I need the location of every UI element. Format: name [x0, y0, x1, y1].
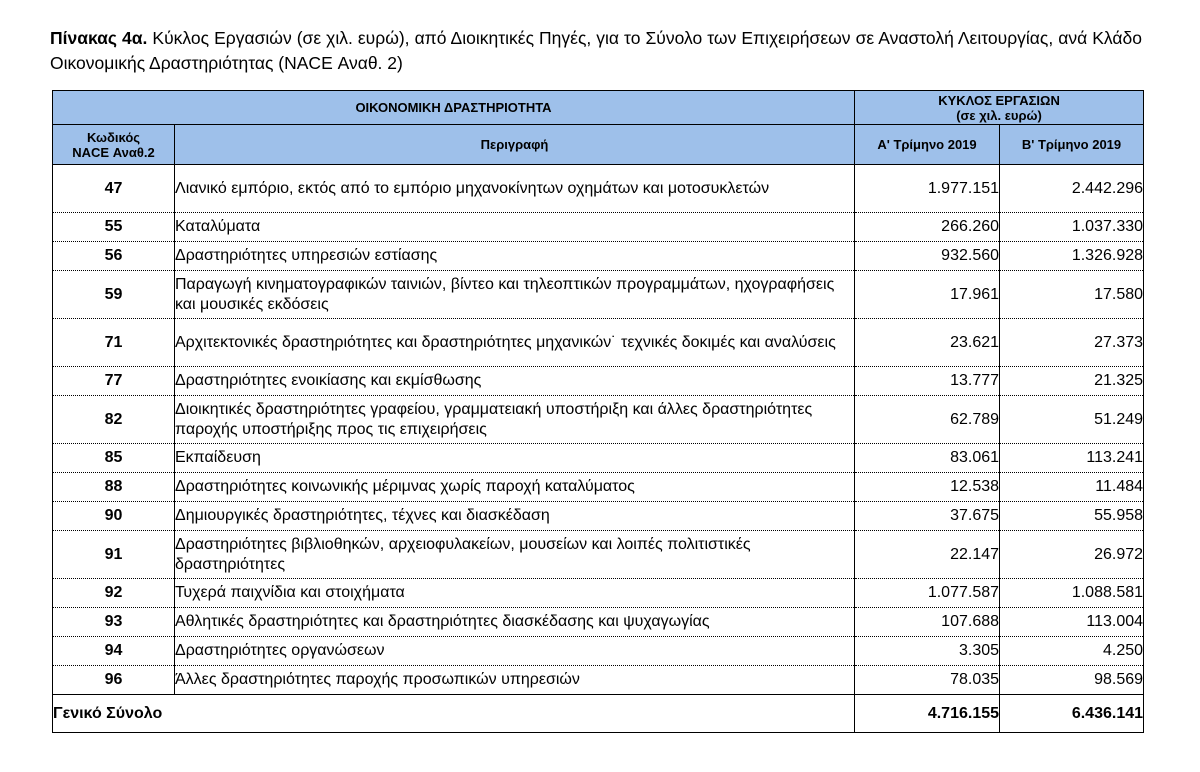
table-row [53, 213, 1144, 242]
total-q1: 4.716.155 [855, 695, 1000, 733]
nace-code: 71 [53, 319, 175, 367]
turnover-q2: 51.249 [1000, 396, 1144, 444]
turnover-q2: 27.373 [1000, 319, 1144, 367]
header-nace-code-line1: Κωδικός [86, 129, 141, 145]
activity-description: Δραστηριότητες οργανώσεων [175, 637, 855, 666]
nace-code: 85 [53, 444, 175, 473]
turnover-q1: 37.675 [855, 502, 1000, 531]
nace-code: 93 [53, 608, 175, 637]
turnover-q1: 107.688 [855, 608, 1000, 637]
turnover-q2: 1.088.581 [1000, 579, 1144, 608]
turnover-q1: 22.147 [855, 531, 1000, 579]
nace-code: 96 [53, 666, 175, 695]
header-economic-activity: ΟΙΚΟΝΟΜΙΚΗ ΔΡΑΣΤΗΡΙΟΤΗΤΑ [53, 91, 855, 125]
table-row [53, 666, 1144, 695]
turnover-q1: 78.035 [855, 666, 1000, 695]
caption-text: Κύκλος Εργασιών (σε χιλ. ευρώ), από Διοικητικές Πηγές, για το Σύνολο των Επιχειρήσεων σε Αναστολή Λειτουργίας, ανά Κλάδο Οικονομικής Δραστηριότητας (NACE Αναθ. 2) [50, 28, 1142, 73]
turnover-q1: 1.977.151 [855, 165, 1000, 213]
nace-code: 55 [53, 213, 175, 242]
activity-description: Αρχιτεκτονικές δραστηριότητες και δραστηριότητες μηχανικών˙ τεχνικές δοκιμές και αναλύσεις [175, 319, 855, 367]
header-q2-2019: Β' Τρίμηνο 2019 [1000, 125, 1144, 165]
turnover-q2: 21.325 [1000, 367, 1144, 396]
table-row [53, 579, 1144, 608]
table-row [53, 473, 1144, 502]
turnover-q1: 62.789 [855, 396, 1000, 444]
turnover-q1: 932.560 [855, 242, 1000, 271]
nace-code: 90 [53, 502, 175, 531]
nace-code: 88 [53, 473, 175, 502]
table-row [53, 637, 1144, 666]
total-q2: 6.436.141 [1000, 695, 1144, 733]
turnover-q1: 17.961 [855, 271, 1000, 319]
turnover-q2: 26.972 [1000, 531, 1144, 579]
nace-code: 47 [53, 165, 175, 213]
table-row [53, 531, 1144, 579]
activity-description: Λιανικό εμπόριο, εκτός από το εμπόριο μηχανοκίνητων οχημάτων και μοτοσυκλετών [175, 165, 855, 213]
activity-description: Αθλητικές δραστηριότητες και δραστηριότητες διασκέδασης και ψυχαγωγίας [175, 608, 855, 637]
turnover-q1: 83.061 [855, 444, 1000, 473]
table-row [53, 367, 1144, 396]
activity-description: Τυχερά παιχνίδια και στοιχήματα [175, 579, 855, 608]
activity-description: Δραστηριότητες βιβλιοθηκών, αρχειοφυλακείων, μουσείων και λοιπές πολιτιστικές δραστηριότητες [175, 531, 855, 579]
table-row [53, 608, 1144, 637]
nace-code: 82 [53, 396, 175, 444]
table-row [53, 396, 1144, 444]
nace-code: 92 [53, 579, 175, 608]
nace-code: 59 [53, 271, 175, 319]
turnover-q2: 113.004 [1000, 608, 1144, 637]
header-nace-code [53, 125, 175, 165]
activity-description: Παραγωγή κινηματογραφικών ταινιών, βίντεο και τηλεοπτικών προγραμμάτων, ηχογραφήσεις και μουσικές εκδόσεις [175, 271, 855, 319]
table-row [53, 502, 1144, 531]
nace-code: 77 [53, 367, 175, 396]
activity-description: Δραστηριότητες κοινωνικής μέριμνας χωρίς παροχή καταλύματος [175, 473, 855, 502]
nace-code: 56 [53, 242, 175, 271]
header-description: Περιγραφή [175, 125, 855, 165]
turnover-q1: 12.538 [855, 473, 1000, 502]
table-row [53, 444, 1144, 473]
turnover-q1: 266.260 [855, 213, 1000, 242]
caption-label: Πίνακας 4α. [50, 28, 148, 48]
header-turnover [855, 91, 1144, 125]
turnover-q1: 23.621 [855, 319, 1000, 367]
turnover-q2: 1.037.330 [1000, 213, 1144, 242]
activity-description: Διοικητικές δραστηριότητες γραφείου, γραμματειακή υποστήριξη και άλλες δραστηριότητες παροχής υποστήριξης προς τις επιχειρήσεις [175, 396, 855, 444]
header-turnover-unit: (σε χιλ. ευρώ) [956, 107, 1042, 123]
turnover-q2: 2.442.296 [1000, 165, 1144, 213]
turnover-q2: 17.580 [1000, 271, 1144, 319]
turnover-q1: 3.305 [855, 637, 1000, 666]
table-row [53, 242, 1144, 271]
header-nace-code-line2: NACE Αναθ.2 [72, 144, 155, 160]
turnover-q2: 11.484 [1000, 473, 1144, 502]
turnover-q2: 55.958 [1000, 502, 1144, 531]
activity-description: Δραστηριότητες ενοικίασης και εκμίσθωσης [175, 367, 855, 396]
turnover-q2: 4.250 [1000, 637, 1144, 666]
table-row [53, 271, 1144, 319]
activity-description: Εκπαίδευση [175, 444, 855, 473]
turnover-q2: 98.569 [1000, 666, 1144, 695]
total-row [53, 695, 1144, 733]
activity-description: Δημιουργικές δραστηριότητες, τέχνες και διασκέδαση [175, 502, 855, 531]
turnover-q2: 113.241 [1000, 444, 1144, 473]
activity-description: Δραστηριότητες υπηρεσιών εστίασης [175, 242, 855, 271]
total-label: Γενικό Σύνολο [53, 695, 855, 733]
table-row [53, 165, 1144, 213]
nace-code: 91 [53, 531, 175, 579]
header-q1-2019: Α' Τρίμηνο 2019 [855, 125, 1000, 165]
turnover-q1: 1.077.587 [855, 579, 1000, 608]
turnover-q1: 13.777 [855, 367, 1000, 396]
activity-description: Καταλύματα [175, 213, 855, 242]
table-caption [50, 26, 1142, 76]
table-row [53, 319, 1144, 367]
turnover-table [52, 90, 1144, 733]
nace-code: 94 [53, 637, 175, 666]
activity-description: Άλλες δραστηριότητες παροχής προσωπικών υπηρεσιών [175, 666, 855, 695]
turnover-q2: 1.326.928 [1000, 242, 1144, 271]
header-turnover-title: ΚΥΚΛΟΣ ΕΡΓΑΣΙΩΝ [938, 92, 1060, 108]
